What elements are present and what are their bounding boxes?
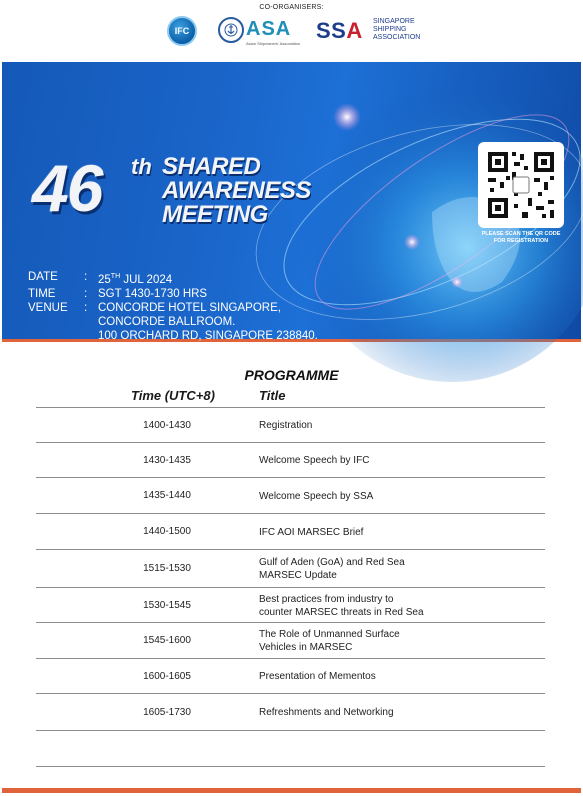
venue-line-4: (HYBRID EVENT) [98,343,191,356]
date-suffix: TH [110,273,121,280]
ssa-sub-line-2: SHIPPING [373,26,407,33]
event-banner [2,62,581,356]
footer-accent-bar [2,788,581,793]
venue-label: VENUE [28,301,68,314]
date-value [98,270,172,287]
ifc-logo [167,16,197,46]
asa-emblem-icon [218,17,244,43]
row-time: 1430-1435 [143,454,191,466]
title-line-2: AWARENESS [162,177,311,204]
row-title [259,526,539,539]
row-title [259,490,539,503]
registration-qr-code[interactable] [478,142,564,228]
row-title-line: Welcome Speech by IFC [259,455,370,466]
row-time: 1530-1545 [143,599,191,611]
row-title-line: Welcome Speech by SSA [259,490,374,502]
table-row [36,442,545,477]
row-time: 1600-1605 [143,670,191,682]
time-label: TIME [28,287,56,300]
meeting-title [162,155,311,227]
row-time: 1440-1500 [143,526,191,537]
venue-colon: : [84,301,88,314]
asa-logo-subtitle: Asian Shipowners' Association [246,41,301,46]
row-time: 1435-1440 [143,490,191,501]
qr-code-icon [478,142,564,228]
title-line-3: MEETING [162,201,268,228]
qr-caption [472,231,570,245]
qr-caption-line-1: PLEASE SCAN THE QR CODE [481,231,561,237]
col-title-header: Title [259,388,286,403]
date-row [28,270,318,287]
date-label: DATE [28,271,58,283]
row-title [259,706,539,719]
programme-table [36,407,545,767]
row-title-line: The Role of Unmanned Surface [259,629,400,640]
meeting-number: 46 [32,151,102,225]
row-title-line: IFC AOI MARSEC Brief [259,526,364,538]
row-time: 1515-1530 [143,563,191,574]
col-time-header: Time (UTC+8) [131,388,215,403]
ssa-sub-line-1: SINGAPORE [373,18,415,25]
ssa-logo-subtitle [373,18,420,42]
co-organisers-label: CO-ORGANISERS: [259,4,324,11]
empty-row [36,730,545,766]
qr-caption-line-2: FOR REGISTRATION [493,238,549,244]
row-title-line: Presentation of Mementos [259,671,376,682]
row-title-line: Vehicles in MARSEC [259,642,353,653]
table-row [36,622,545,658]
table-end-rule [36,766,545,767]
venue-row [28,301,318,357]
table-row [36,407,545,442]
row-title [259,593,539,619]
date-day: 25 [98,273,111,286]
time-row [28,287,318,301]
row-title [259,556,539,582]
row-title-line: counter MARSEC threats in Red Sea [259,606,424,618]
venue-line-2: CONCORDE BALLROOM. [98,315,236,328]
row-title-line: Gulf of Aden (GoA) and Red Sea [259,557,405,568]
row-time: 1605-1730 [143,706,191,718]
time-value: SGT 1430-1730 HRS [98,287,208,300]
table-row [36,477,545,513]
venue-line-3: 100 ORCHARD RD, SINGAPORE 238840. [98,329,318,342]
event-details [28,270,318,357]
table-row [36,658,545,693]
meeting-ordinal: th [131,154,152,179]
ifc-logo-text: IFC [174,26,190,36]
table-row [36,693,545,730]
programme-title: PROGRAMME [244,367,339,383]
row-time: 1545-1600 [143,635,191,646]
ssa-sub-line-3: ASSOCIATION [373,34,421,41]
ssa-logo-text-b: A [346,18,363,43]
programme-header [0,388,583,408]
asa-logo-text: ASA [246,18,292,40]
row-title-line: MARSEC Update [259,570,337,581]
ssa-logo-text-a: SS [316,18,347,43]
table-row [36,513,545,549]
row-time: 1400-1430 [143,419,191,431]
time-colon: : [84,287,88,300]
row-title [259,454,539,467]
co-organiser-logos [0,14,583,54]
row-title [259,419,539,432]
row-title [259,628,539,654]
ssa-logo [316,18,363,44]
date-colon: : [84,271,88,283]
table-row [36,549,545,587]
row-title [259,670,539,683]
venue-value [98,301,318,357]
table-row [36,587,545,622]
venue-line-1: CONCORDE HOTEL SINGAPORE, [98,301,281,314]
row-title-line: Registration [259,420,313,431]
title-line-1: SHARED [162,153,261,180]
row-title-line: Best practices from industry to [259,593,394,605]
date-rest: JUL 2024 [120,273,173,286]
row-title-line: Refreshments and Networking [259,707,394,718]
